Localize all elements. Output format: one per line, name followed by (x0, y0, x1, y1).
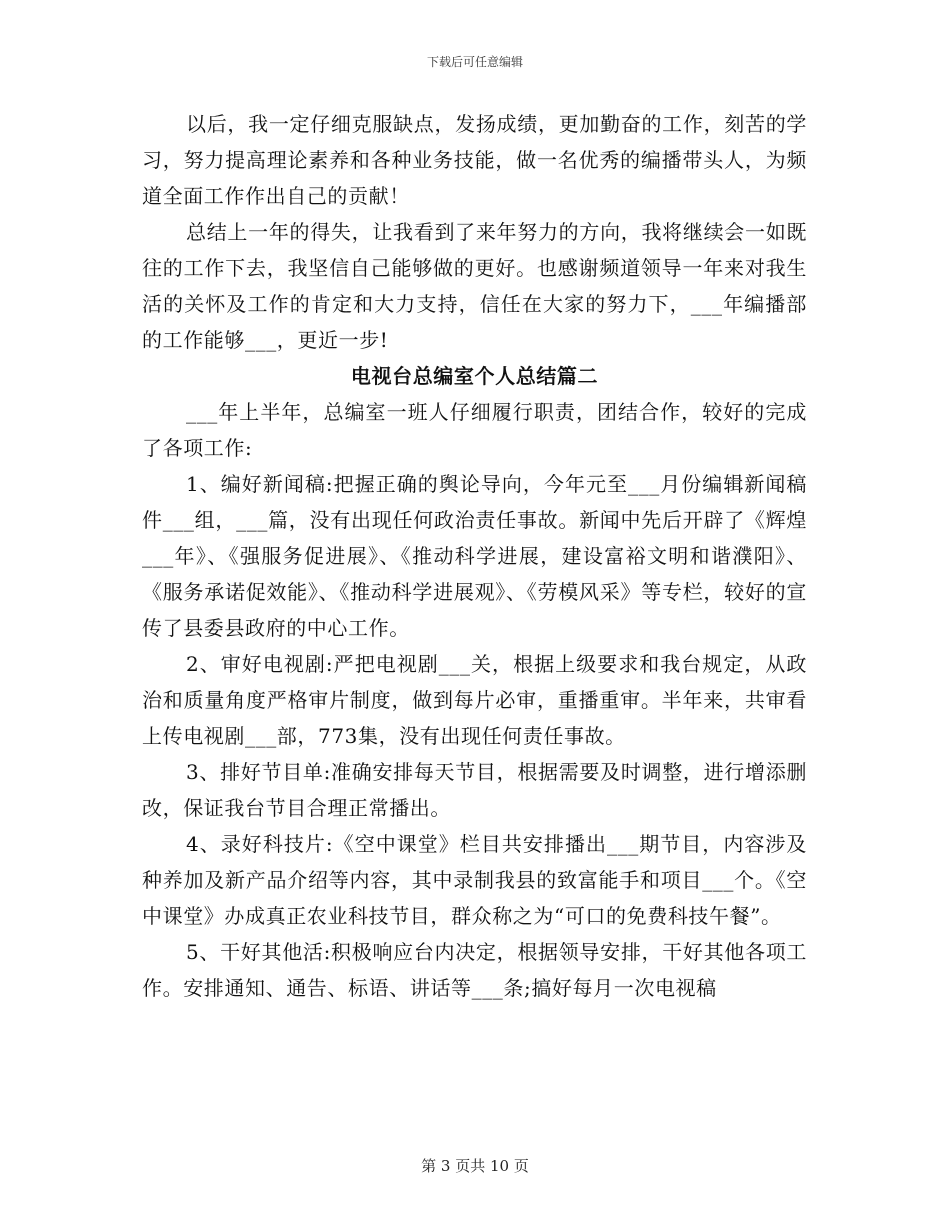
body-paragraph: 以后，我一定仔细克服缺点，发扬成绩，更加勤奋的工作，刻苦的学习，努力提高理论素养和各种业务技能，做一名优秀的编播带头人，为频道全面工作作出自己的贡献！ (142, 112, 807, 208)
body-paragraph: 2、审好电视剧:严把电视剧___关，根据上级要求和我台规定，从政治和质量角度严格审片制度，做到每片必审，重播重审。半年来，共审看上传电视剧___部，773集，没有出现任何责任事故。 (142, 652, 807, 748)
body-paragraph: 5、干好其他活:积极响应台内决定，根据领导安排，干好其他各项工作。安排通知、通告、标语、讲话等___条;搞好每月一次电视稿 (142, 940, 807, 1000)
document-body (142, 106, 807, 1006)
page-header: 下载后可任意编辑 (426, 55, 523, 69)
body-paragraph: ___年上半年，总编室一班人仔细履行职责，团结合作，较好的完成了各项工作: (142, 400, 807, 460)
section-title: 电视台总编室个人总结篇二 (350, 364, 599, 388)
body-paragraph: 4、录好科技片:《空中课堂》栏目共安排播出___期节目，内容涉及种养加及新产品介绍等内容，其中录制我县的致富能手和项目___个。《空中课堂》办成真正农业科技节目，群众称之为“可口的免费科技午餐”。 (142, 832, 807, 928)
page-footer: 第 3 页共 10 页 (421, 1157, 529, 1175)
body-paragraph: 1、编好新闻稿:把握正确的舆论导向，今年元至___月份编辑新闻稿件___组，___篇，没有出现任何政治责任事故。新闻中先后开辟了《辉煌___年》、《强服务促进展》、《推动科学进展，建设富裕文明和谐濮阳》、《服务承诺促效能》、《推动科学进展观》、《劳模风采》等专栏，较好的宣传了县委县政府的中心工作。 (142, 472, 807, 640)
body-paragraph: 总结上一年的得失，让我看到了来年努力的方向，我将继续会一如既往的工作下去，我坚信自己能够做的更好。也感谢频道领导一年来对我生活的关怀及工作的肯定和大力支持，信任在大家的努力下，___年编播部的工作能够___，更近一步! (142, 220, 807, 352)
body-paragraph: 3、排好节目单:准确安排每天节目，根据需要及时调整，进行增添删改，保证我台节目合理正常播出。 (142, 760, 807, 820)
